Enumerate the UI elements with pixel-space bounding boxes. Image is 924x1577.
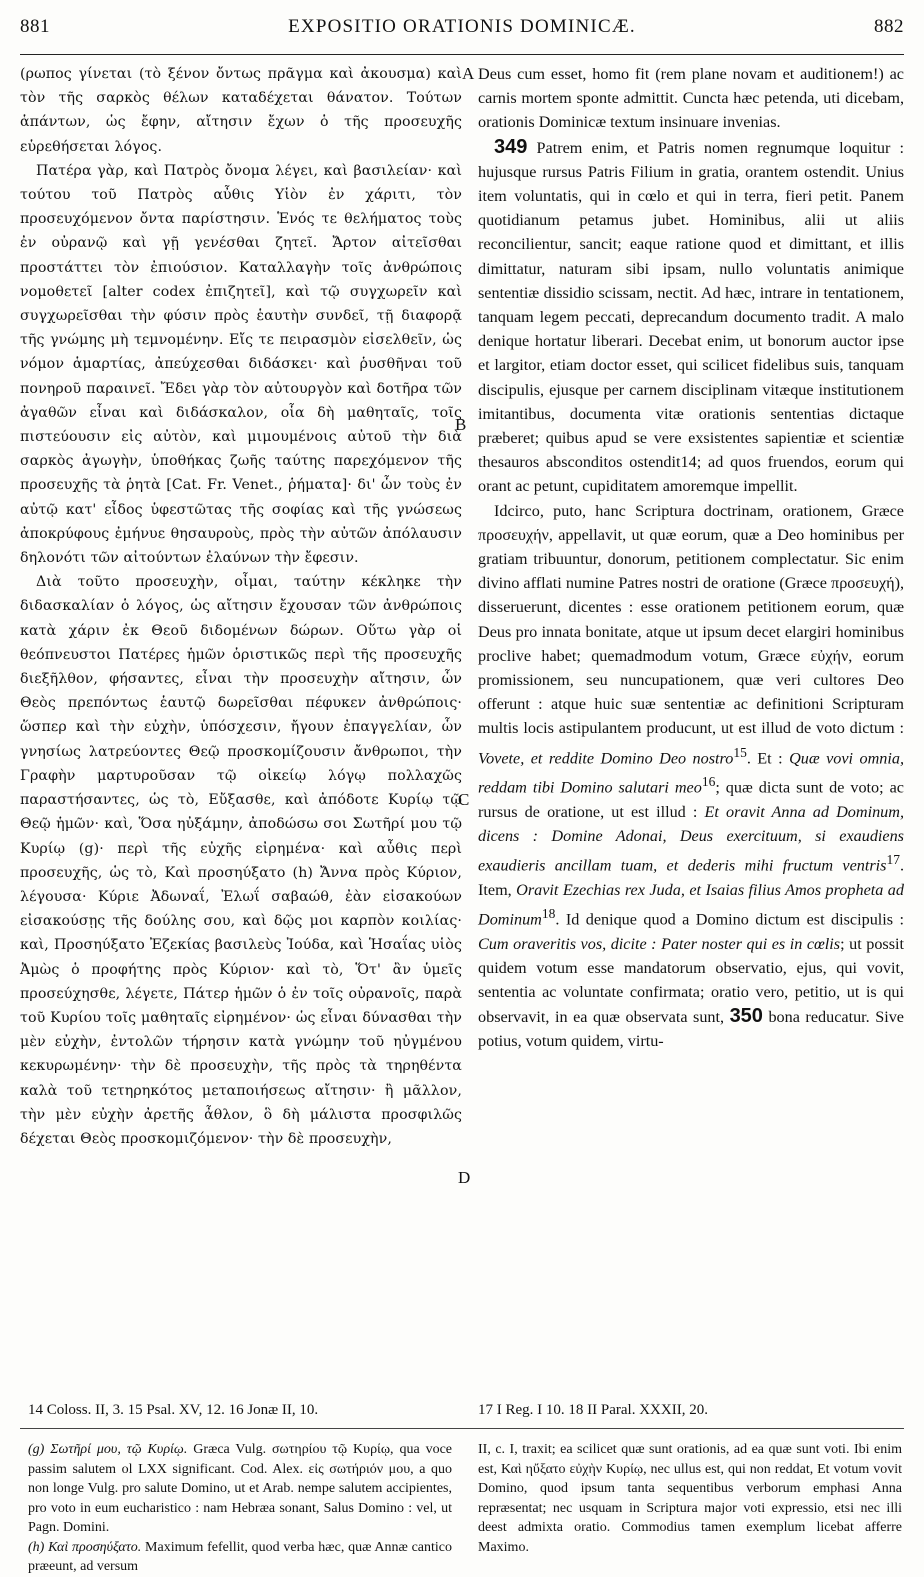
editor-notes-left bbox=[28, 1440, 452, 1577]
latin-quote: Oravit Ezechias rex Juda, et Isaias filius Amos propheta ad Dominum bbox=[478, 880, 904, 929]
latin-quote: Et oravit Anna ad Dominum, dicens : Domine Adonai, Deus exercituum, si exaudiens exaudieris ancillam tuam, et dederis mihi fructum ventris bbox=[478, 802, 904, 875]
latin-paragraph bbox=[478, 135, 904, 499]
greek-paragraph: Διὰ τοῦτο προσευχὴν, οἶμαι, ταύτην κέκληκε τὴν διδασκαλίαν ὁ λόγος, ὡς αἴτησιν ἔχουσαν τῶν ἀνθρώποις κατὰ χάριν ἐκ Θεοῦ διδομένων δώρων. Οὕτω γὰρ οἱ θεόπνευστοι Πατέρες ἡμῶν ὁριστικῶς περὶ τῆς προσευχῆς διεξῆλθον, φήσαντες, εἶναι τὴν προσευχὴν αἴτησιν, ὧν Θεὸς πρεπόντως ἑαυτῷ δωρεῖσθαι πέφυκεν ἀνθρώποις· ὥσπερ καὶ τὴν εὐχὴν, ὑπόσχεσιν, ἤγουν ἐπαγγελίαν, ὧν γνησίως λατρεύοντες Θεῷ προσκομίζουσιν ἄνθρωποι, τὴν Γραφὴν μαρτυροῦσαν τῷ οἰκείῳ λόγῳ πολλαχῶς παραστήσαντες, ὡς τὸ, Εὔξασθε, καὶ ἀπόδοτε Κυρίῳ τῷ Θεῷ ἡμῶν· καὶ, Ὅσα ηὐξάμην, ἀποδώσω σοι Σωτῆρί μου τῷ Κυρίῳ (g)· περὶ τῆς εὐχῆς εἰρημένα· καὶ αὖθις περὶ προσευχῆς, ὡς τὸ, Καὶ προσηύξατο (h) Ἄννα πρὸς Κύριον, λέγουσα· Κύριε Ἀδωναΐ, Ἐλωΐ σαβαώθ, ἐὰν εἰσακούων εἰσακούσῃς τῆς δούλης σου, καὶ δῷς μοι καρπὸν κοιλίας· καὶ, Προσηύξατο Ἐζεκίας βασιλεὺς Ἰούδα, καὶ Ἡσαΐας υἱὸς Ἀμὼς ὁ προφήτης πρὸς Κύριον· καὶ τὸ, Ὅτ' ἂν ὑμεῖς προσεύχησθε, λέγετε, Πάτερ ἡμῶν ὁ ἐν τοῖς οὐρανοῖς, παρὰ τοῦ Κυρίου τοῖς μαθηταῖς εἰρημένον· ὡς εἶναι δύνασθαι τὴν μὲν εὐχὴν, ἐντολῶν τήρησιν κατὰ γνώμην τοῦ ηὐγμένου κεκυρωμένην· τὴν δὲ προσευχὴν, τῆς πρὸς τὰ τηρηθέντα καλὰ τοῦ τετηρηκότος μεταποιήσεως αἴτησιν· ἢ μᾶλλον, τὴν μὲν εὐχὴν ἀρετῆς ἆθλον, ὃ δὴ μάλιστα προσφιλῶς δέχεται Θεὸς προσκομιζόμενον· τὴν δὲ προσευχὴν, bbox=[20, 574, 462, 1147]
latin-paragraph: Deus cum esset, homo fit (rem plane novam et auditionem!) ac carnis mortem sponte admittit. Cuncta hæc petenda, uti dicebam, orationis Dominicæ textum insinuare invenias. bbox=[478, 65, 904, 132]
margin-letter-b: B bbox=[455, 415, 467, 434]
footnotes-right: 17 I Reg. I 10. 18 II Paral. XXXII, 20. bbox=[478, 1402, 708, 1418]
header-rule bbox=[20, 54, 904, 55]
margin-letter-a: A bbox=[462, 64, 475, 83]
latin-quote: Vovete, et reddite Domino Deo nostro bbox=[478, 749, 734, 768]
latin-text: ; ut possit quidem votum esse mandatorum observatio, ejus, qui vovit, sententia ac voluntate confirmata; oratio vero, petitio, ut is qui observavit, in ea quæ observata sunt, bbox=[478, 934, 905, 1027]
latin-quote: Quæ vovi omnia, reddam tibi Domino salutari meo bbox=[478, 749, 904, 797]
editor-notes-right bbox=[478, 1440, 902, 1557]
greek-paragraph: Πατέρα γὰρ, καὶ Πατρὸς ὄνομα λέγει, καὶ βασιλείαν· καὶ τούτου τοῦ Πατρὸς αὖθις Υἱὸν ἐν χάριτι, τὸν προσευχόμενον ὄντα παρίστησιν. Ἑνός τε θελήματος τοὺς ἐν οὐρανῷ καὶ γῇ γενέσθαι ζητεῖ. Ἄρτον αἰτεῖσθαι προστάττει τὸν ἐπιούσιον. Καταλλαγὴν τοῖς ἀνθρώποις νομοθετεῖ [alter codex ἐπιζητεῖ], καὶ τῷ συγχωρεῖν καὶ συγχωρεῖσθαι τὴν φύσιν πρὸς ἑαυτὴν συνδεῖ, τῇ διαφορᾷ τῆς γνώμης μὴ τεμνομένην. Εἴς τε πειρασμὸν εἰσελθεῖν, ὡς νόμον ἁμαρτίας, ἀπεύχεσθαι διδάσκει· καὶ ῥυσθῆναι τοῦ πονηροῦ παραινεῖ. Ἔδει γὰρ τὸν αὐτουργὸν καὶ δοτῆρα τῶν ἀγαθῶν εἶναι καὶ διδάσκαλον, οἷα δὴ μαθηταῖς, τοῖς πιστεύουσιν εἰς αὐτὸν, καὶ μιμουμένοις αὐτοῦ τὴν διὰ σαρκὸς ἀγωγὴν, ὑποθήκας ζωῆς ταύτης παρεχόμενον τῆς προσευχῆς τὰ ῥητὰ [Cat. Fr. Venet., ῥήματα]· δι' ὧν τοὺς ἐν αὐτῷ κατ' εἶδος ὑφεστῶτας τῆς σοφίας καὶ τῆς γνώσεως ἀποκρύφους ἐμήνυε θησαυροὺς, πρὸς τὴν αὐτῶν ἀπόλαυσιν δηλονότι τῶν αἰτούντων ἐλαύνων τὴν ἔφεσιν. bbox=[20, 162, 462, 567]
note-text: Græca Vulg. σωτηρίου τῷ Κυρίῳ, qua voce passim salutem ol LXX significant. Cod. Alex. εἰς σωτήριόν μου, a quo non longe Vulg. pro salute Domino, ut et Arab. nempe salutem accipientes, pro voto in eum eucharistico : nam Hebræa sonant, Salus Domino : vel, ut Pagn. Domini. bbox=[28, 1442, 452, 1535]
footnotes-left: 14 Coloss. II, 3. 15 Psal. XV, 12. 16 Jonæ II, 10. bbox=[28, 1402, 319, 1418]
note-text: Maximum fefellit, quod verba hæc, quæ Annæ cantico præeunt, ad versum bbox=[28, 1539, 452, 1574]
footnote-ref: 15 bbox=[733, 744, 747, 760]
footnote-ref: 17 bbox=[886, 852, 900, 868]
latin-text: . Et : bbox=[746, 749, 790, 768]
latin-text: Idcirco, puto, hanc Scriptura doctrinam, orationem, Græce προσευχήν, appellavit, ut quæ eorum, quæ a Deo hominibus per gratiam tribuuntur, donorum, petitionem complectatur. Sic enim divino afflati numine Patres nostri de oratione (Græce προσευχή), disseruerunt, dicentes : esse orationem petitionem eorum, quæ Deus pro innata bonitate, atque ut ipsum decet elargiri hominibus proclive habet; quemadmodum votum, Græce εὐχήν, eorum promissionem, seu nuncupationem, quæ veri cultores Deo offerunt : atque huic suæ sententiæ ac definitioni Scripturam multis locis astipulantem producunt, ut est illud de voto dictum : bbox=[478, 501, 905, 738]
latin-text: ; quæ dicta sunt de voto; ac rursus de oratione, ut est illud : bbox=[478, 778, 904, 821]
footnote-ref: 18 bbox=[541, 906, 556, 922]
note-h bbox=[28, 1538, 452, 1577]
running-title: EXPOSITIO ORATIONIS DOMINICÆ. bbox=[288, 16, 636, 37]
page-number-right: 882 bbox=[874, 16, 904, 37]
notes-rule bbox=[20, 1428, 904, 1429]
note-head: (g) Σωτῆρί μου, τῷ Κυρίῳ. bbox=[28, 1442, 188, 1457]
note-head: (h) Καὶ προσηύξατο. bbox=[28, 1539, 142, 1555]
section-number: 350 bbox=[729, 1005, 763, 1028]
latin-quote: Cum oraveritis vos, dicite : Pater noster qui es in cœlis bbox=[478, 934, 841, 953]
footnote-ref: 16 bbox=[701, 774, 716, 790]
latin-column bbox=[478, 62, 904, 1054]
note-continuation: II, c. I, traxit; ea scilicet quæ sunt orationis, ad ea quæ sunt voti. Ibi enim est, Καὶ ηὔξατο εὐχὴν Κυρίῳ, nec ullus est, qui non reddat, Et votum vovit Domino, quod ipsum tanta sequentibus verborum emphasi Anna repræsentat; nec usquam in Scriptura major voti expressio, etsi nec illi deest admixta oratio. Commodius tamen exemplum licebat afferre Maximo. bbox=[478, 1442, 902, 1555]
margin-letter-d: D bbox=[458, 1168, 471, 1187]
section-number: 349 bbox=[494, 135, 528, 158]
latin-text: bona reducatur. Sive potius, votum quidem, virtu- bbox=[478, 1008, 904, 1051]
latin-text: Patrem enim, et Patris nomen regnumque loquitur : hujusque rursus Patris Filium in gratia, orantem ostendit. Unius item voluntatis, qui in cœlo et qui in terra, fieri petit. Panem quotidianum petamus jubet. Hominibus, alii ut aliis reconcilientur, sancit; eaque ratione quod et dimittant, et illis dimittatur, naturam sibi ipsam, nullo voluntatis animique sententiæ dissidio scissam, nectit. Ad hæc, intrare in tentationem, tanquam legem peccati, deprecandum documento tradit. A malo denique hortatur liberari. Decebat enim, ut bonorum auctor ipse et largitor, etiam doctor esset, qui scilicet fidelibus suis, tanquam discipulis, ejusque per carnem disciplinam vitæque institutionem imitantibus, documenta vitæ orationis sententias dictaque præberet; quibus apud se vere exsistentes sapientiæ et scientiæ thesauros absconditos ostendit14; ad quos fruendos, eorum qui orant ac petunt, cupiditatem amoremque impellit. bbox=[478, 138, 905, 496]
latin-text: . Item, bbox=[478, 856, 904, 899]
latin-paragraph bbox=[478, 499, 904, 1054]
running-header bbox=[20, 16, 904, 52]
greek-paragraph: (ρωπος γίνεται (τὸ ξένον ὄντως πρᾶγμα καὶ ἀκουσμα) καὶ τὸν τῆς σαρκὸς θέλων καταδέχεται θάνατον. Τούτων ἁπάντων, ὡς ἔφην, αἴτησιν ἔχων ὁ τῆς προσευχῆς εὑρεθήσεται λόγος. bbox=[20, 66, 462, 155]
greek-column bbox=[20, 62, 462, 1151]
note-g bbox=[28, 1440, 452, 1538]
latin-text: . Id denique quod a Domino dictum est discipulis : bbox=[555, 910, 904, 929]
margin-letter-c: C bbox=[458, 790, 470, 809]
page-number-left: 881 bbox=[20, 16, 50, 37]
